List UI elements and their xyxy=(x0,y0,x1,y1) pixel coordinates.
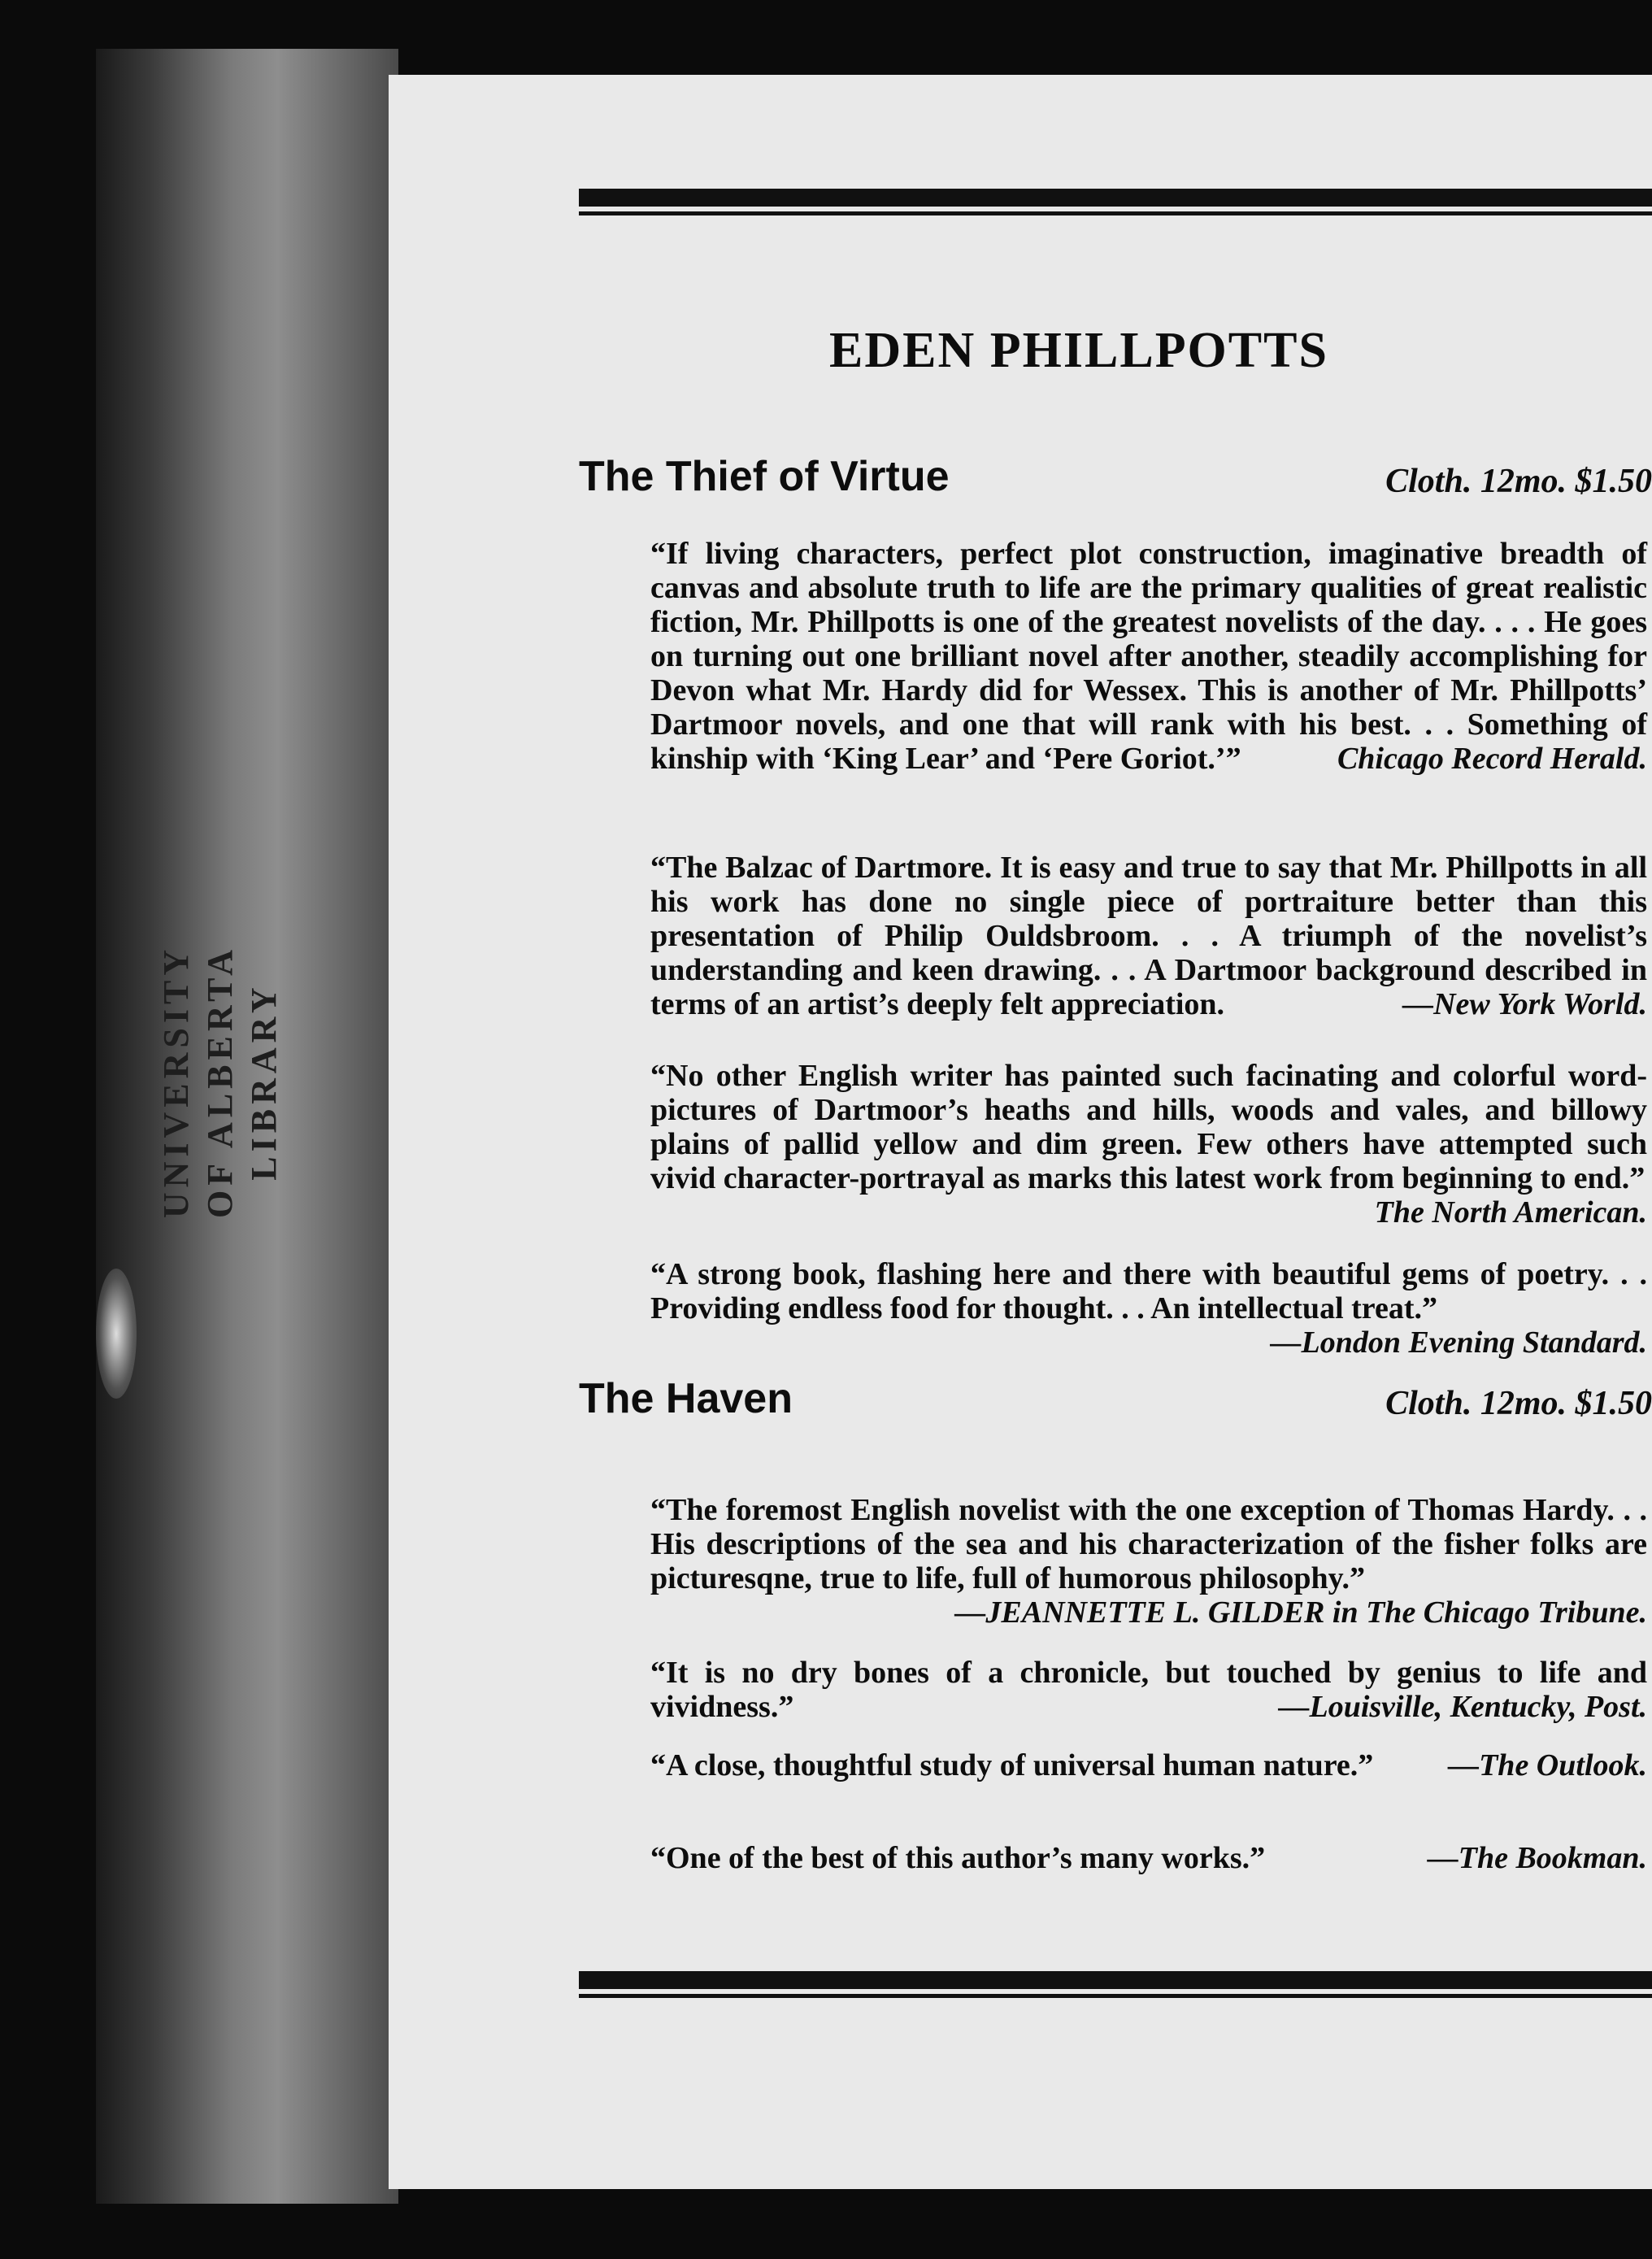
review-source: —JEANNETTE L. GILDER in The Chicago Tribune. xyxy=(954,1595,1647,1630)
book-price: Cloth. 12mo. $1.50 xyxy=(1385,463,1652,500)
book-title: The Haven xyxy=(579,1375,793,1422)
review-source: —The Outlook. xyxy=(1448,1748,1647,1782)
review-quote xyxy=(650,851,1647,1021)
book-price: Cloth. 12mo. $1.50 xyxy=(1385,1385,1652,1422)
review-text: “The foremost English novelist with the one exception of Thomas Hardy. . . His descriptions of the sea and his characterization of the fisher folks are picturesqne, true to life, full of humorous philosophy.” xyxy=(650,1493,1647,1595)
review-quote xyxy=(650,1059,1647,1230)
review-quote xyxy=(650,537,1647,776)
review-text: “If living characters, perfect plot construction, imaginative breadth of canvas and absolute truth to life are the primary qualities of great realistic fiction, Mr. Phillpotts is one of the greatest novelists of the day. . . . He goes on turning out one brilliant novel after another, steadily accomplishing for Devon what Mr. Hardy did for Wessex. This is another of Mr. Phillpotts’ Dartmoor novels, and one that will rank with his best. . . Something of kinship with ‘King Lear’ and ‘Pere Goriot.’” xyxy=(650,537,1647,776)
author-heading: EDEN PHILLPOTTS xyxy=(829,323,1328,378)
review-text: “A close, thoughtful study of universal human nature.” xyxy=(650,1748,1374,1782)
review-quote xyxy=(650,1257,1647,1360)
library-stamp xyxy=(154,935,284,1228)
top-rule xyxy=(579,189,1652,216)
review-text: “One of the best of this author’s many works.” xyxy=(650,1841,1266,1875)
review-quote xyxy=(650,1493,1647,1630)
review-text: “A strong book, flashing here and there with beautiful gems of poetry. . . Providing endless food for thought. . . An intellectual treat.” xyxy=(650,1257,1647,1325)
review-text: “No other English writer has painted such facinating and colorful word-pictures of Dartmoor’s heaths and hills, woods and vales, and billowy plains of pallid yellow and dim green. Few others have attempted such vivid character-portrayal as marks this latest work from beginning to end.” xyxy=(650,1059,1647,1195)
review-source: Chicago Record Herald. xyxy=(1337,742,1647,776)
review-quote xyxy=(650,1748,1647,1782)
review-text: “It is no dry bones of a chronicle, but touched by genius to life and vividness.” xyxy=(650,1656,1647,1724)
light-glare xyxy=(96,1269,137,1399)
review-text: “The Balzac of Dartmore. It is easy and true to say that Mr. Phillpotts in all his work has done no single piece of portraiture better than this presentation of Philip Ouldsbroom. . . A triumph of the novelist’s understanding and keen drawing. . . A Dartmoor background described in terms of an artist’s deeply felt appreciation. xyxy=(650,851,1647,1021)
stamp-line-1: UNIVERSITY xyxy=(156,944,196,1219)
review-source: The North American. xyxy=(1374,1195,1647,1230)
stamp-line-2: OF ALBERTA LIBRARY xyxy=(200,945,284,1218)
review-source: —London Evening Standard. xyxy=(1270,1325,1647,1360)
review-source: —New York World. xyxy=(1402,987,1647,1021)
book-title: The Thief of Virtue xyxy=(579,453,950,500)
review-quote xyxy=(650,1841,1647,1875)
review-source: —Louisville, Kentucky, Post. xyxy=(1278,1690,1647,1724)
bottom-rule xyxy=(579,1971,1652,1999)
review-source: —The Bookman. xyxy=(1427,1841,1647,1875)
review-quote xyxy=(650,1656,1647,1724)
